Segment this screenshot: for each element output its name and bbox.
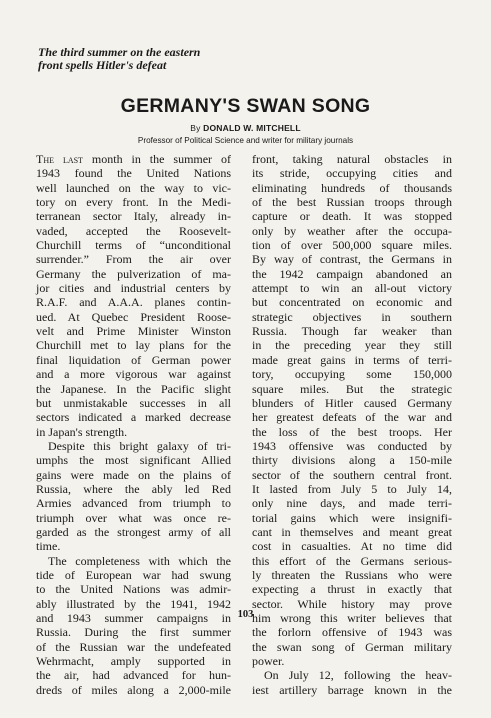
text-line: time. [36,539,61,554]
article-kicker [38,46,238,72]
text-line: Wehrmacht, amply supported in [36,654,231,669]
text-line: and 1943 summer campaigns in [36,611,231,625]
text-line: cost in casualties. At no time did [252,539,452,554]
text-line: torial gains which were insignifi- [252,510,452,525]
text-line: sector. While history may prove [252,596,452,611]
text-line: its stride, occupying cities and [252,166,452,181]
text-line: her greatest defeats of the war and [252,410,452,425]
text-line: cant in themselves and meant great [252,524,452,539]
text-line: tory, occupying some 150,000 [252,367,452,382]
text-line: sectors indicated a marked decrease [36,410,231,425]
text-line: Churchill terms of “unconditional [36,238,231,253]
author-affiliation: Professor of Political Science and writer for military journals [137,136,354,145]
text-line: iest artillery barrage known in the [252,682,452,697]
text-line: power. [252,654,285,669]
text-line: velt and Prime Minister Winston [36,324,231,339]
text-line: 1943 offensive was conducted by [252,438,452,453]
text-line: the air, had advanced for hun- [36,668,231,683]
page-number: 103 [237,609,254,620]
text-line: eliminating hundreds of thousands [252,180,452,195]
lead-in: The last [36,152,83,166]
text-line: It lasted from July 5 to July 14, [252,481,452,496]
text-line: capture or death. It was stopped [252,209,452,224]
text-line: him wrong this writer believes that [252,611,452,625]
text-line: Germany the pulverization of ma- [36,266,231,281]
text-line: blunders of Hitler caused Germany [252,395,452,410]
text-line: front, taking natural obstacles in [252,152,452,166]
text-line: expecting a thrust in exactly that [252,582,452,597]
text-line: the 1942 campaign abandoned an [252,266,452,281]
text-line: square miles. But the strategic [252,381,452,396]
text-line: The completeness with which the [36,553,231,568]
text-line: 1943 found the United Nations [36,166,231,181]
text-line: terranean sector Italy, already in- [36,209,231,224]
text-line: the Japanese. In the Pacific slight [36,381,231,396]
text-line-rest: month in the summer of [82,152,231,166]
text-line: ly threaten the Russians who were [252,567,452,582]
text-line: in the preceding year they still [252,338,452,353]
text-line: the swan song of German military [252,639,452,654]
text-line: umphs the most significant Allied [36,453,231,468]
text-line: only by weather after the occupa- [252,223,452,238]
text-line: final liquidation of German power [36,352,231,367]
text-line: Armies advanced from triumph to [36,496,231,511]
text-line: sector of the southern central front. [252,467,452,482]
text-line: made great gains in terms of terri- [252,352,452,367]
text-line [36,152,231,166]
kicker-line: front spells Hitler's defeat [38,58,167,72]
text-line: By way of contrast, the Germans in [252,252,452,267]
text-line: in Japan's strength. [36,424,128,439]
text-line: thirty divisions along a 150-mile [252,453,452,468]
text-line: Russia. Though far weaker than [252,324,452,339]
article-title: GERMANY'S SWAN SONG [120,95,371,117]
text-line: only nine days, and made terri- [252,496,452,511]
byline [0,123,491,133]
text-line: but unmistakable successes in all [36,395,231,410]
text-line: and a more vigorous war against [36,367,231,382]
text-line: gains were made on the plains of [36,467,231,482]
text-line: vaded, accepted the Roosevelt- [36,223,231,238]
text-line: garded as the strongest army of all [36,524,231,539]
text-line: tory on every front. In the Medi- [36,195,231,210]
text-line: but concentrated on economic and [252,295,452,310]
text-line: surrender.” From the air over [36,252,231,267]
text-line: tion of over 500,000 square miles. [252,238,452,253]
text-line: well launched on the way to vic- [36,180,231,195]
text-line: Russia, where the ably led Red [36,481,231,496]
author-name: DONALD W. MITCHELL [203,123,301,133]
text-line: of the best Russian troops through [252,195,452,210]
text-line: strategic objectives in southern [252,309,452,324]
text-line: to the United Nations was admir- [36,582,231,597]
text-line: Russia. During the first summer [36,625,231,640]
text-line: ued. At Quebec President Roose- [36,309,231,324]
text-line: ably illustrated by the 1941, 1942 [36,596,231,611]
text-line: attempt to win an all-out victory [252,281,452,296]
text-line: dreds of miles along a 2,000-mile [36,682,231,697]
text-line: On July 12, following the heav- [252,668,452,683]
text-line: this effort of the Germans serious- [252,553,452,568]
text-line: R.A.F. and A.A.A. planes contin- [36,295,231,310]
text-line: Despite this bright galaxy of tri- [36,438,231,453]
kicker-line: The third summer on the eastern [38,45,201,59]
text-line: tide of European war had swung [36,567,231,582]
byline-prefix: By [190,123,201,133]
text-line: the loss of the best troops. Her [252,424,452,439]
text-line: the forlorn offensive of 1943 was [252,625,452,640]
text-line: jor cities and industrial centers by [36,281,231,296]
text-line: of the Russian war the undefeated [36,639,231,654]
text-line: triumph over what was once re- [36,510,231,525]
text-line: Churchill met to lay plans for the [36,338,231,353]
